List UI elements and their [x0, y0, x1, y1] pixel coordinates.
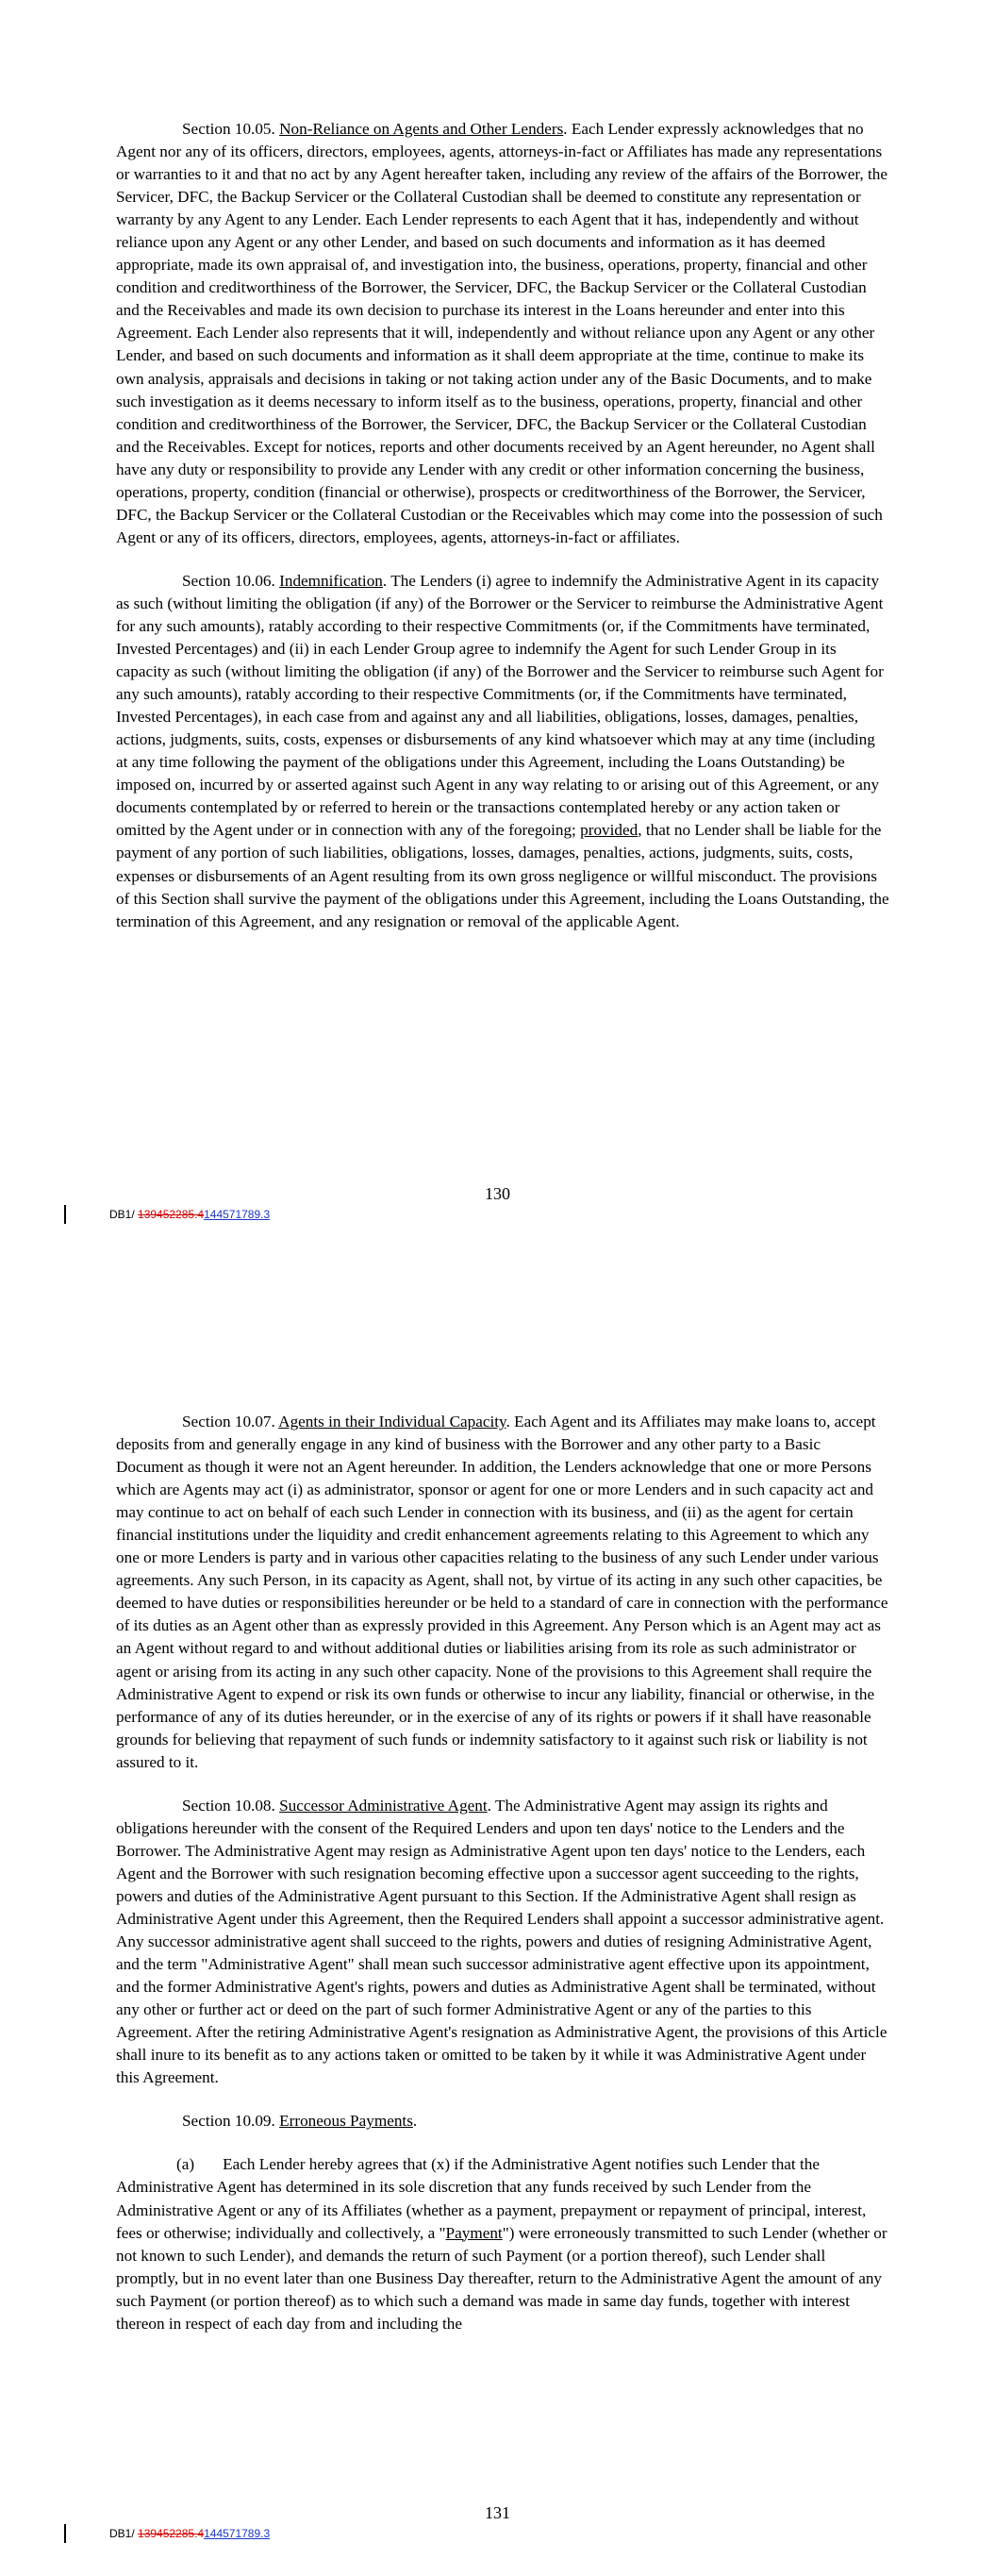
section-text: . The Lenders (i) agree to indemnify the Administrative Agent in its capacity as such (without limiting the obligation (if any) of the Borrower or the Servicer to reimburse the Administrative Agent for any such amounts), ratably according to their respective Commitments (or, if the Commitments have terminated, Invested Percentages) and (ii) in each Lender Group agree to indemnify the Agent for such Lender Group in its capacity as such (without limiting the obligation (if any) of the Borrower and the Servicer to reimburse such Agent for any such amounts), ratably according to their respective Commitments (or, if the Commitments have terminated, Invested Percentages), in each case from and against any and all liabilities, obligations, losses, damages, penalties, actions, judgments, suits, costs, expenses or disbursements of any kind whatsoever which may at any time (including at any time following the payment of the obligations under this Agreement, including the Loans Outstanding) be imposed on, incurred by or asserted against such Agent in any way relating to or arising out of this Agreement, or any documents contemplated by or referred to herein or the transactions contemplated hereby or any action taken or omitted by the Agent under or in connection with any of the foregoing;: [116, 571, 884, 840]
section-number: Section 10.07.: [182, 1413, 279, 1430]
section-number: Section 10.08.: [182, 1796, 280, 1815]
page-number: 131: [485, 2503, 510, 2522]
doc-id-deleted: 139452285.4: [138, 2527, 205, 2540]
proviso-term: provided: [580, 821, 638, 840]
section-text: . The Administrative Agent may assign its rights and obligations hereunder with the consent of the Required Lenders and upon ten days' notice to the Lenders and the Borrower. The Administrative Agent may resign as Administrative Agent upon ten days' notice to the Lenders, each Agent and the Borrower with such resignation becoming effective upon a successor agent succeeding to the rights, powers and duties of the Administrative Agent pursuant to this Section. If the Administrative Agent shall resign as Administrative Agent under this Agreement, then the Required Lenders shall appoint a successor administrative agent. Any successor administrative agent shall succeed to the rights, powers and duties of resigning Administrative Agent, and the term "Administrative Agent" shall mean such successor administrative agent effective upon its appointment, and the former Administrative Agent's rights, powers and duties as Administrative Agent shall be terminated, without any other or further act or deed on the part of such former Administrative Agent or any of the parties to this Agreement. After the retiring Administrative Agent's resignation as Administrative Agent, the provisions of this Article shall inure to its benefit as to any actions taken or omitted to be taken by it while it was Administrative Agent under this Agreement.: [116, 1796, 887, 2087]
section-number: Section 10.05.: [182, 120, 280, 138]
section-heading: Successor Administrative Agent: [279, 1796, 488, 1815]
doc-id-inserted: 144571789.3: [204, 2527, 271, 2540]
page-131: [0, 1288, 995, 2576]
section-number: Section 10.09.: [182, 2112, 280, 2131]
change-bar: [64, 2524, 66, 2543]
section-number: Section 10.06.: [182, 571, 280, 590]
clause-text: (a) Each Lender hereby agrees that (x) if the Administrative Agent notifies such Lender that the Administrative Agent has determined in its sole discretion that any funds received by such Lender from the Administrative Agent or any of its Affiliates (whether as a payment, prepayment or repayment of principal, interest, fees or otherwise; individually and collectively, a ": [116, 2155, 867, 2242]
page-body: [116, 118, 889, 954]
section-text: .: [412, 2112, 418, 2131]
section-heading: Erroneous Payments: [279, 2112, 413, 2131]
defined-term: Payment: [445, 2223, 503, 2242]
section-10-05: [116, 118, 889, 549]
change-bar: [64, 1205, 66, 1224]
doc-id-deleted: 139452285.4: [138, 1208, 205, 1221]
document-id: [109, 2527, 270, 2540]
section-10-06: [116, 570, 889, 933]
section-heading: Non-Reliance on Agents and Other Lenders: [279, 120, 564, 138]
clause-text-cont: ") were erroneously transmitted to such Lender (whether or not known to such Lender), and demands the return of such Payment (or a portion thereof), such Lender shall promptly, but in no event later than one Business Day thereafter, return to the Administrative Agent the amount of any such Payment (or portion thereof) as to which such a demand was made in same day funds, together with interest thereon in respect of each day from and including the: [116, 2223, 887, 2333]
section-heading: Indemnification: [279, 571, 383, 590]
section-heading: Agents in their Individual Capacity: [278, 1413, 506, 1430]
section-10-08: [116, 1795, 889, 2090]
page-body: [116, 1411, 889, 2356]
page-number: 130: [485, 1184, 510, 1203]
section-text: . Each Lender expressly acknowledges that no Agent nor any of its officers, directors, employees, agents, attorneys-in-fact or Affiliates has made any representations or warranties to it and that no act by any Agent hereafter taken, including any review of the affairs of the Borrower, the Servicer, DFC, the Backup Servicer or the Collateral Custodian shall be deemed to constitute any representation or warranty by any Agent to any Lender. Each Lender represents to each Agent that it has, independently and without reliance upon any Agent or any other Lender, and based on such documents and information as it has deemed appropriate, made its own appraisal of, and investigation into, the business, operations, property, financial and other condition and creditworthiness of the Borrower, the Servicer, DFC, the Backup Servicer or the Collateral Custodian and the Receivables and made its own decision to purchase its interest in the Loans hereunder and enter into this Agreement. Each Lender also represents that it will, independently and without reliance upon any Agent or any other Lender, and based on such documents and information as it shall deem appropriate at the time, continue to make its own analysis, appraisals and decisions in taking or not taking action under any of the Basic Documents, and to make such investigation as it deems necessary to inform itself as to the business, operations, property, financial and other condition and creditworthiness of the Borrower, the Servicer, DFC, the Backup Servicer or the Collateral Custodian and the Receivables. Except for notices, reports and other documents received by an Agent hereunder, no Agent shall have any duty or responsibility to provide any Lender with any credit or other information concerning the business, operations, property, condition (financial or otherwise), prospects or creditworthiness of the Borrower, the Servicer, DFC, the Backup Servicer or the Collateral Custodian or the Receivables which may come into the possession of such Agent or any of its officers, directors, employees, agents, attorneys-in-fact or affiliates.: [116, 120, 887, 546]
document-id: [109, 1208, 270, 1221]
section-text-cont: , that no Lender shall be liable for the payment of any portion of such liabilities, obligations, losses, damages, penalties, actions, judgments, suits, costs, expenses or disbursements of an Agent resulting from its own gross negligence or willful misconduct. The provisions of this Section shall survive the payment of the obligations under this Agreement, including the Loans Outstanding, the termination of this Agreement, and any resignation or removal of the applicable Agent.: [116, 821, 889, 930]
doc-id-prefix: DB1/: [109, 2527, 139, 2540]
section-10-07: [116, 1411, 889, 1774]
doc-id-prefix: DB1/: [109, 1208, 139, 1221]
section-10-09: [116, 2110, 889, 2133]
clause-a: [116, 2153, 889, 2334]
section-text: . Each Agent and its Affiliates may make loans to, accept deposits from and generally engage in any kind of business with the Borrower and any other party to a Basic Document as though it were not an Agent hereunder. In addition, the Lenders acknowledge that one or more Persons which are Agents may act (i) as administrator, sponsor or agent for one or more Lenders and in such capacity act and may continue to act on behalf of each such Lender in connection with its business, and (ii) as the agent for certain financial institutions under the liquidity and credit enhancement agreements relating to this Agreement to which any one or more Lenders is party and in various other capacities relating to the business of any such Lender under various agreements. Any such Person, in its capacity as Agent, shall not, by virtue of its acting in any such other capacities, be deemed to have duties or responsibilities hereunder or be held to a standard of care in connection with the performance of its duties as an Agent other than as expressly provided in this Agreement. Any Person which is an Agent may act as an Agent without regard to and without additional duties or liabilities arising from its role as such administrator or agent or arising from its acting in any such other capacity. None of the provisions to this Agreement shall require the Administrative Agent to expend or risk its own funds or otherwise to incur any liability, financial or otherwise, in the performance of any of its duties hereunder, or in the exercise of any of its rights or powers if it shall have reasonable grounds for believing that repayment of such funds or indemnity satisfactory to it against such risk or liability is not assured to it.: [116, 1413, 888, 1771]
doc-id-inserted: 144571789.3: [204, 1208, 271, 1221]
